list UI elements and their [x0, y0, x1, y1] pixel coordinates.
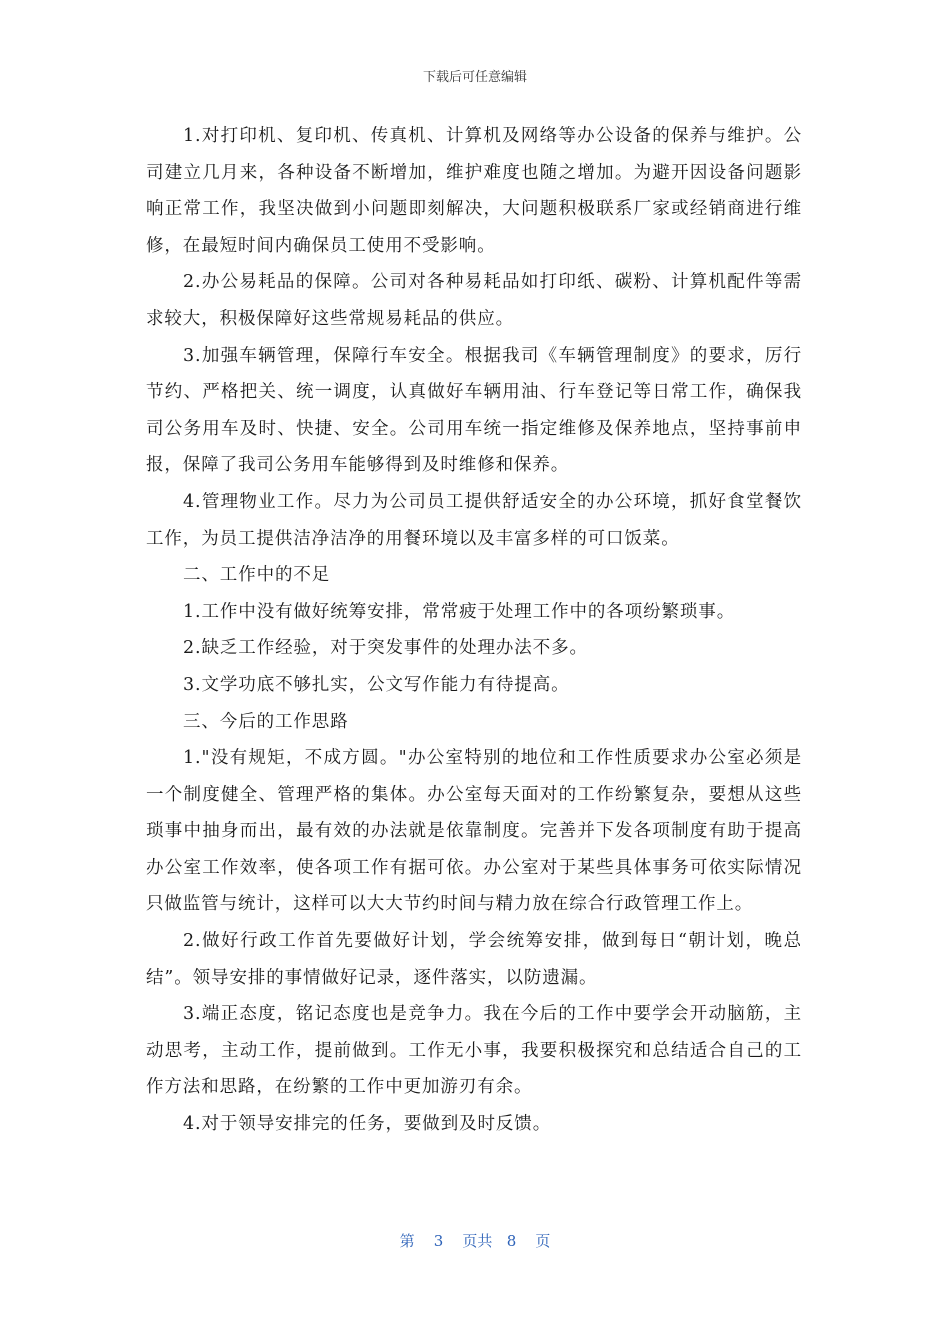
page-header: 下载后可任意编辑: [422, 70, 527, 85]
total-pages-number: 8: [506, 1232, 517, 1250]
paragraph-future-4: 4.对于领导安排完的任务，要做到及时反馈。: [183, 1114, 552, 1135]
paragraph-future-3: 3.端正态度，铭记态度也是竞争力。我在今后的工作中要学会开动脑筋，主动思考，主动工作，提前做到。工作无小事，我要积极探究和总结适合自己的工作方法和思路，在纷繁的工作中更加游刃有余。: [146, 1004, 802, 1098]
footer-suffix: 页: [535, 1232, 551, 1250]
paragraph-shortcoming-1: 1.工作中没有做好统筹安排，常常疲于处理工作中的各项纷繁琐事。: [183, 601, 736, 622]
paragraph-property: 4.管理物业工作。尽力为公司员工提供舒适安全的办公环境，抓好食堂餐饮工作，为员工提供洁净洁净的用餐环境以及丰富多样的可口饭菜。: [146, 491, 802, 549]
current-page-number: 3: [433, 1232, 444, 1250]
document-body: [146, 118, 802, 1143]
footer-middle: 页共: [462, 1232, 493, 1250]
footer-prefix: 第: [399, 1232, 415, 1250]
paragraph-future-1: 1."没有规矩，不成方圆。"办公室特别的地位和工作性质要求办公室必须是一个制度健全、管理严格的集体。办公室每天面对的工作纷繁复杂，要想从这些琐事中抽身而出，最有效的办法就是依靠制度。完善并下发各项制度有助于提高办公室工作效率，使各项工作有据可依。办公室对于某些具体事务可依实际情况只做监管与统计，这样可以大大节约时间与精力放在综合行政管理工作上。: [146, 748, 802, 915]
paragraph-future-2: 2.做好行政工作首先要做好计划，学会统筹安排，做到每日“朝计划，晚总结”。领导安排的事情做好记录，逐件落实，以防遗漏。: [146, 931, 802, 988]
paragraph-consumables: 2.办公易耗品的保障。公司对各种易耗品如打印纸、碳粉、计算机配件等需求较大，积极保障好这些常规易耗品的供应。: [146, 272, 802, 329]
paragraph-shortcoming-2: 2.缺乏工作经验，对于突发事件的处理办法不多。: [183, 638, 588, 659]
section-heading-shortcomings: 二、工作中的不足: [183, 565, 331, 586]
paragraph-maintenance: 1.对打印机、复印机、传真机、计算机及网络等办公设备的保养与维护。公司建立几月来，各种设备不断增加，维护难度也随之增加。为避开因设备问题影响正常工作，我坚决做到小问题即刻解决，大问题积极联系厂家或经销商进行维修，在最短时间内确保员工使用不受影响。: [146, 126, 802, 256]
paragraph-vehicles: 3.加强车辆管理，保障行车安全。根据我司《车辆管理制度》的要求，厉行节约、严格把关、统一调度，认真做好车辆用油、行车登记等日常工作，确保我司公务用车及时、快捷、安全。公司用车统一指定维修及保养地点，坚持事前申报，保障了我司公务用车能够得到及时维修和保养。: [146, 345, 802, 476]
page-footer: [0, 1230, 950, 1251]
section-heading-future: 三、今后的工作思路: [183, 711, 349, 732]
paragraph-shortcoming-3: 3.文学功底不够扎实，公文写作能力有待提高。: [183, 674, 570, 695]
